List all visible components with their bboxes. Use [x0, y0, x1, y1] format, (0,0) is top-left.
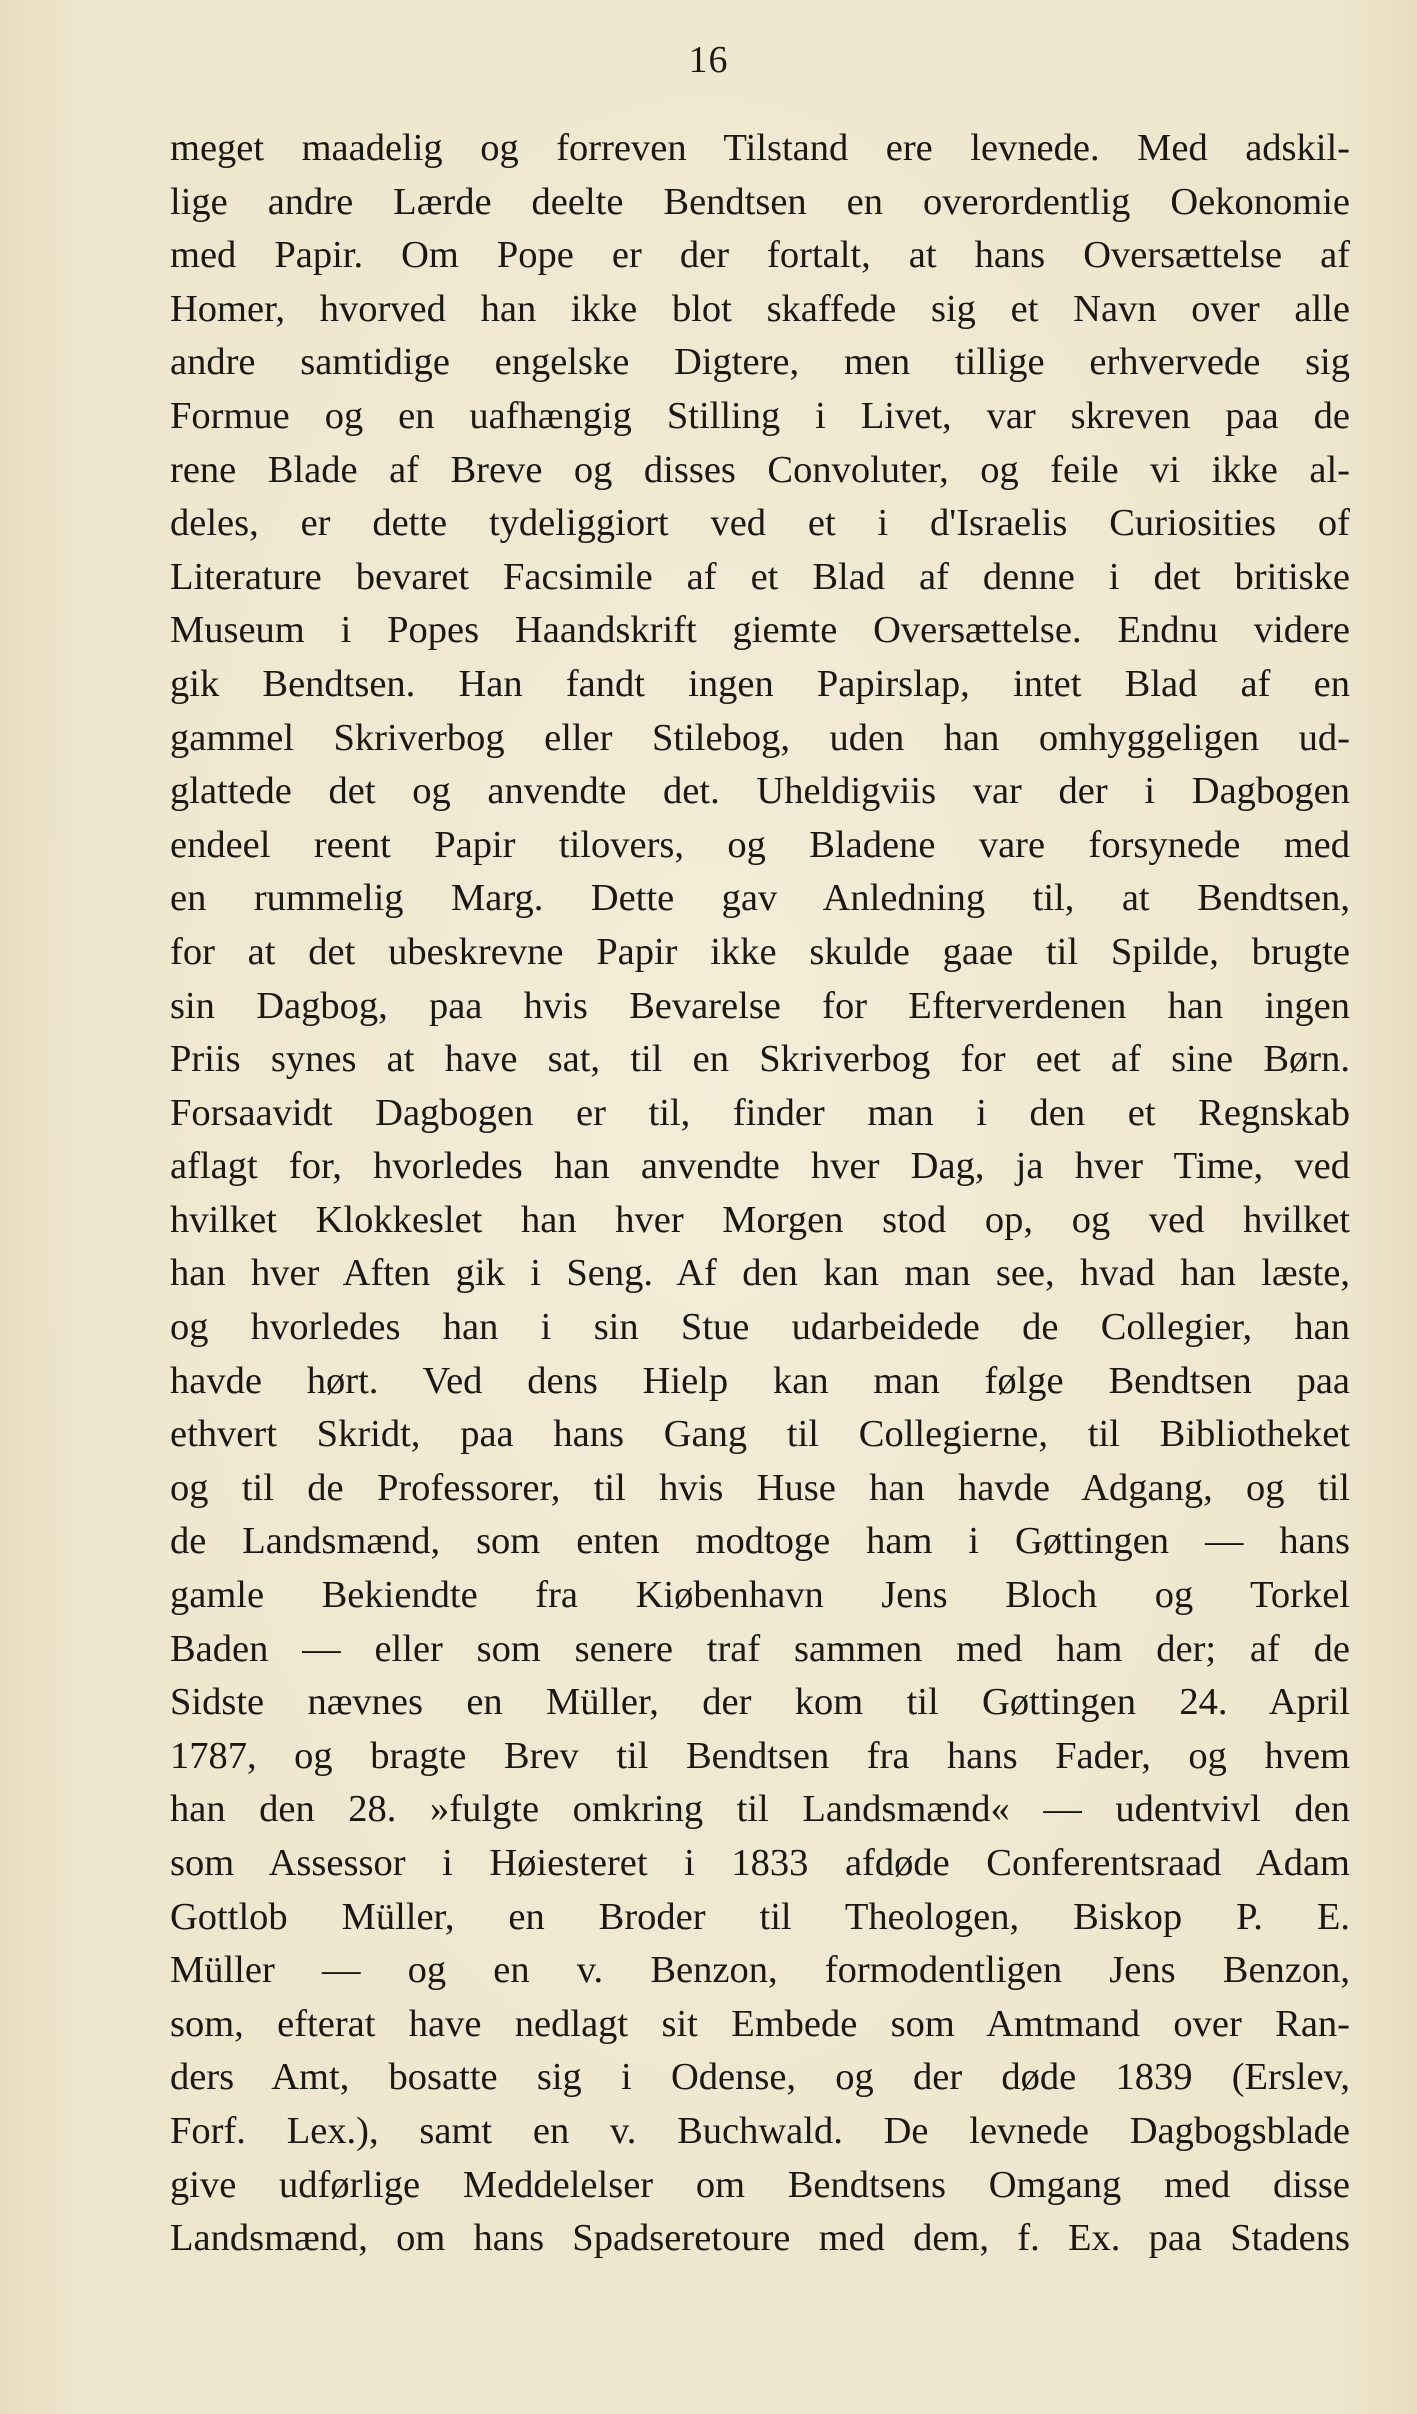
text-line: han den 28. »fulgte omkring til Landsmænd« — udentvivl den	[170, 1788, 1350, 1831]
text-line: en rummelig Marg. Dette gav Anledning til, at Bendtsen,	[170, 877, 1350, 920]
text-line: ders Amt, bosatte sig i Odense, og der døde 1839 (Erslev,	[170, 2056, 1350, 2099]
text-line: for at det ubeskrevne Papir ikke skulde gaae til Spilde, brugte	[170, 930, 1350, 973]
text-line: 1787, og bragte Brev til Bendtsen fra hans Fader, og hvem	[170, 1734, 1350, 1777]
text-line: og hvorledes han i sin Stue udarbeidede de Collegier, han	[170, 1306, 1350, 1349]
text-line: som Assessor i Høiesteret i 1833 afdøde Conferentsraad Adam	[170, 1842, 1350, 1884]
text-line: Landsmænd, om hans Spadseretoure med dem, f. Ex. paa Stadens	[170, 2217, 1350, 2260]
text-line: give udførlige Meddelelser om Bendtsens Omgang med disse	[170, 2163, 1350, 2206]
text-line: deles, er dette tydeliggiort ved et i d'Israelis Curiosities of	[170, 502, 1350, 545]
text-line: Homer, hvorved han ikke blot skaffede sig et Navn over alle	[170, 287, 1350, 330]
text-line: rene Blade af Breve og disses Convoluter, og feile vi ikke al-	[170, 448, 1350, 491]
text-line: Literature bevaret Facsimile af et Blad af denne i det britiske	[170, 555, 1350, 598]
text-line: andre samtidige engelske Digtere, men tillige erhvervede sig	[170, 341, 1350, 384]
text-line: Formue og en uafhængig Stilling i Livet, var skreven paa de	[170, 394, 1350, 437]
text-line: aflagt for, hvorledes han anvendte hver Dag, ja hver Time, ved	[170, 1145, 1350, 1188]
text-line: glattede det og anvendte det. Uheldigviis var der i Dagbogen	[170, 770, 1350, 813]
text-line: som, efterat have nedlagt sit Embede som Amtmand over Ran-	[170, 2002, 1350, 2045]
text-line: Müller — og en v. Benzon, formodentligen Jens Benzon,	[170, 1949, 1350, 1992]
text-line: Sidste nævnes en Müller, der kom til Gøttingen 24. April	[170, 1681, 1350, 1724]
text-line: med Papir. Om Pope er der fortalt, at hans Oversættelse af	[170, 234, 1350, 277]
text-line: Priis synes at have sat, til en Skriverbog for eet af sine Børn.	[170, 1038, 1350, 1081]
body-text	[170, 122, 1350, 2266]
text-line: Forsaavidt Dagbogen er til, finder man i den et Regnskab	[170, 1091, 1350, 1134]
text-line: Forf. Lex.), samt en v. Buchwald. De levnede Dagbogsblade	[170, 2109, 1350, 2152]
text-line: gammel Skriverbog eller Stilebog, uden han omhyggeligen ud-	[170, 716, 1350, 759]
text-line: Museum i Popes Haandskrift giemte Oversættelse. Endnu videre	[170, 609, 1350, 652]
text-line: han hver Aften gik i Seng. Af den kan man see, hvad han læste,	[170, 1252, 1350, 1295]
text-line: Gottlob Müller, en Broder til Theologen, Biskop P. E.	[170, 1895, 1350, 1938]
text-line: de Landsmænd, som enten modtoge ham i Gøttingen — hans	[170, 1520, 1350, 1563]
text-line: gamle Bekiendte fra Kiøbenhavn Jens Bloch og Torkel	[170, 1574, 1350, 1617]
text-line: gik Bendtsen. Han fandt ingen Papirslap, intet Blad af en	[170, 662, 1350, 705]
text-line: havde hørt. Ved dens Hielp kan man følge Bendtsen paa	[170, 1359, 1350, 1402]
text-line: ethvert Skridt, paa hans Gang til Collegierne, til Bibliotheket	[170, 1413, 1350, 1456]
text-line: hvilket Klokkeslet han hver Morgen stod op, og ved hvilket	[170, 1198, 1350, 1241]
text-line: lige andre Lærde deelte Bendtsen en overordentlig Oekonomie	[170, 180, 1350, 223]
text-line: endeel reent Papir tilovers, og Bladene vare forsynede med	[170, 823, 1350, 866]
text-line: og til de Professorer, til hvis Huse han havde Adgang, og til	[170, 1466, 1350, 1509]
page-number: 16	[688, 39, 729, 81]
text-line: Baden — eller som senere traf sammen med ham der; af de	[170, 1627, 1350, 1670]
text-line: sin Dagbog, paa hvis Bevarelse for Efterverdenen han ingen	[170, 984, 1350, 1027]
text-line: meget maadelig og forreven Tilstand ere levnede. Med adskil-	[170, 127, 1350, 169]
